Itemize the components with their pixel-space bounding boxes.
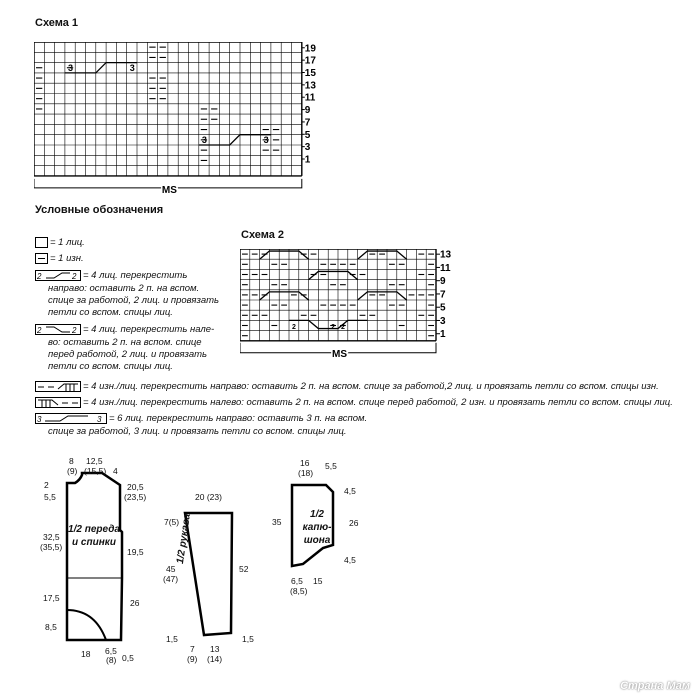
legend-item-purl	[35, 253, 84, 265]
purl-knit-right-symbol	[35, 381, 81, 392]
dim: (23,5)	[124, 492, 147, 502]
dim: 16	[300, 458, 310, 468]
legend-text: = 6 лиц. перекрестить направо: оставить 3 п. на вспом.	[109, 413, 368, 425]
dim: 26	[349, 518, 359, 528]
legend-text: = 4 изн./лиц. перекрестить налево: оставить 2 п. на вспом. спице перед работой, 2 изн. и провязать петли со вспом. спицы лиц.	[83, 397, 673, 409]
cable-left-symbol	[35, 324, 81, 335]
legend-text: = 4 изн./лиц. перекрестить направо: оставить 2 п. на вспом. спице за работой,2 лиц. и провязать петли со вспом. спицы изн.	[83, 381, 659, 393]
legend-cont: спице за работой, 2 лиц. и провязать	[48, 295, 220, 306]
legend-cont: направо: оставить 2 п. на вспом.	[48, 283, 200, 294]
cable-mark	[358, 292, 407, 300]
dim: 1,5	[242, 634, 254, 644]
legend-item-knit	[35, 237, 85, 249]
row-number: 5	[440, 302, 446, 314]
dim: 4	[113, 466, 118, 476]
legend-item-cable-left	[35, 324, 214, 336]
ms-label: MS	[161, 184, 177, 196]
legend-text: = 4 лиц. перекрестить нале-	[83, 324, 215, 336]
watermark: Страна Мам	[620, 680, 690, 692]
row-number: 3	[304, 142, 311, 154]
dim: (47)	[163, 574, 179, 584]
cable-number: 3	[201, 135, 207, 145]
dim: 18	[81, 649, 91, 659]
hood-label: 1/2 капю-шона	[302, 509, 332, 546]
row-number: 3	[440, 315, 446, 327]
dim: (8,5)	[290, 586, 308, 596]
purl-symbol	[35, 253, 48, 264]
legend-cont: петли со вспом. спицы лиц.	[48, 307, 173, 318]
legend-title: Условные обозначения	[35, 204, 164, 216]
front-back-label: 1/2 переда и спинки	[68, 524, 120, 548]
cable-num: 2	[37, 272, 42, 280]
legend-text: = 4 лиц. перекрестить	[83, 270, 188, 282]
dim: 4,5	[344, 486, 356, 496]
sleeve-outline	[185, 513, 232, 635]
dim: 6,5	[105, 646, 117, 656]
patterns-drawing	[0, 440, 700, 700]
sleeve-label: 1/2 рукава	[175, 513, 193, 565]
row-number: 11	[440, 262, 451, 274]
row-number: 11	[304, 92, 316, 104]
cable-mark	[65, 63, 137, 73]
legend-text: = 1 изн.	[50, 253, 84, 265]
row-number: 9	[304, 105, 311, 117]
dim: 5,5	[44, 492, 56, 502]
row-number: 1	[440, 329, 446, 341]
dim: 8,5	[45, 622, 57, 632]
dim: 7	[190, 644, 195, 654]
dim: (14)	[207, 654, 223, 664]
dim: 45	[166, 564, 176, 574]
dim: (18)	[298, 468, 314, 478]
dim: 52	[239, 564, 249, 574]
cable-6-symbol	[35, 413, 107, 424]
row-number: 9	[440, 276, 446, 288]
legend-item-purl-knit-right	[35, 381, 659, 393]
knit-symbol	[35, 237, 48, 248]
cable-num: 2	[37, 326, 42, 334]
cable-number: 2	[340, 324, 345, 332]
dim: 7(5)	[164, 517, 180, 527]
row-number: 13	[440, 249, 452, 261]
cable-num: 2	[72, 272, 77, 280]
cable-mark	[199, 135, 271, 145]
legend-cont: спице за работой, 3 лиц. и провязать петли со вспом. спицы лиц.	[48, 426, 347, 437]
dim: 13	[210, 644, 220, 654]
row-number: 1	[304, 154, 311, 166]
dim: 35	[272, 517, 282, 527]
dim: 8	[69, 456, 74, 466]
cable-number: 3	[67, 62, 73, 73]
cable-number: 3	[263, 135, 269, 145]
legend-cont: во: оставить 2 п. на вспом. спице	[48, 337, 202, 348]
dim: 1,5	[166, 634, 178, 644]
scheme2-grid	[240, 249, 465, 364]
dim: 6,5	[291, 576, 303, 586]
row-number: 5	[304, 129, 311, 141]
dim: 20,5	[127, 482, 144, 492]
row-number: 15	[304, 67, 316, 79]
purl-knit-left-symbol	[35, 397, 81, 408]
dim: 2	[44, 480, 49, 490]
row-number: 7	[440, 289, 446, 301]
dim: 5,5	[325, 461, 337, 471]
legend-cont: перед работой, 2 лиц. и провязать	[48, 349, 208, 360]
cable-right-symbol	[35, 270, 81, 281]
dim: 19,5	[127, 547, 144, 557]
legend-item-purl-knit-left	[35, 397, 673, 409]
dim: (9)	[187, 654, 198, 664]
dim: 32,5	[43, 532, 60, 542]
legend-item-cable-6	[35, 413, 367, 425]
dim: (15,5)	[84, 466, 107, 476]
dim: 12,5	[86, 456, 103, 466]
dim: (8)	[106, 655, 117, 665]
dim: 26	[130, 598, 140, 608]
cable-num: 3	[97, 415, 102, 423]
dim: 4,5	[344, 555, 356, 565]
dim: (9)	[67, 466, 78, 476]
legend-text: = 1 лиц.	[50, 237, 85, 249]
cable-number: 2	[331, 324, 336, 332]
cable-number: 3	[129, 62, 135, 73]
cable-number: 2	[291, 324, 296, 332]
cable-num: 2	[72, 326, 77, 334]
legend-cont: петли со вспом. спицы лиц.	[48, 361, 173, 372]
dim: 20 (23)	[195, 492, 222, 502]
scheme1-title: Схема 1	[35, 17, 79, 29]
front-back-outline	[67, 473, 122, 640]
ms-label: MS	[332, 348, 347, 360]
cable-mark	[309, 271, 358, 279]
scheme2-title: Схема 2	[241, 229, 285, 241]
dim: 17,5	[43, 593, 60, 603]
legend-item-cable-right	[35, 270, 187, 282]
dim: (35,5)	[40, 542, 63, 552]
scheme1-grid	[34, 42, 334, 197]
cable-num: 3	[37, 415, 42, 423]
cable-mark	[260, 292, 309, 300]
row-number: 7	[304, 117, 311, 129]
row-number: 19	[304, 43, 316, 55]
row-number: 13	[304, 80, 316, 92]
cable-mark	[260, 251, 309, 259]
cable-mark	[358, 251, 407, 259]
dim: 0,5	[122, 653, 134, 663]
row-number: 17	[304, 55, 316, 67]
dim: 15	[313, 576, 323, 586]
